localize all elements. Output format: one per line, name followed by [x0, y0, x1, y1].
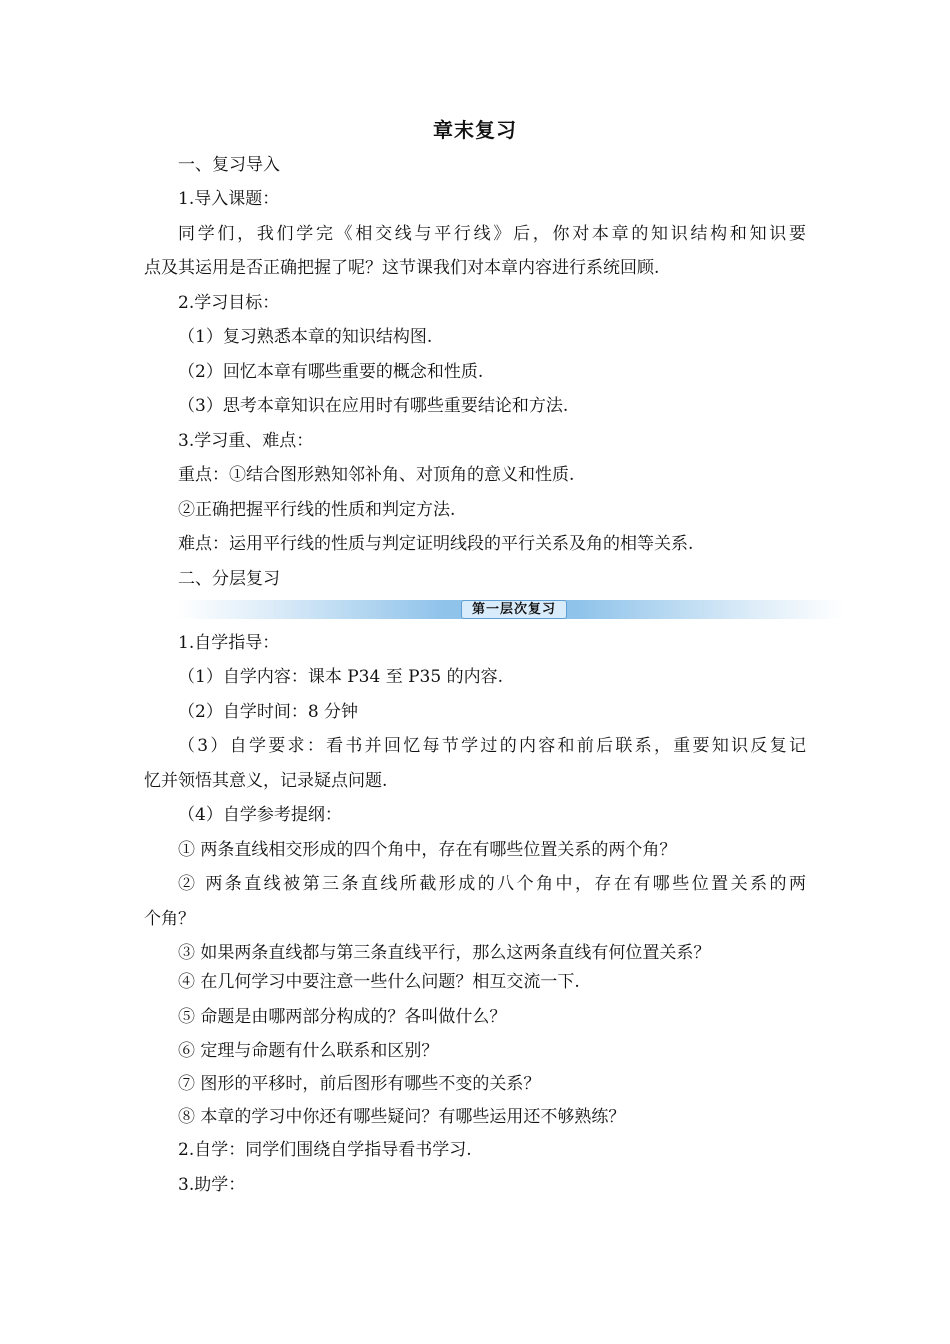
guide-content: （1）自学内容：课本 P34 至 P35 的内容.: [178, 667, 503, 687]
key-point-2: ②正确把握平行线的性质和判定方法.: [178, 500, 456, 520]
goal-item-2: （2）回忆本章有哪些重要的概念和性质.: [178, 362, 484, 382]
outline-question-7: ⑦ 图形的平移时，前后图形有哪些不变的关系？: [178, 1074, 541, 1094]
guide-outline-heading: （4）自学参考提纲：: [178, 805, 342, 825]
level-banner: [178, 600, 844, 619]
outline-question-2-line-1: ② 两条直线被第三条直线所截形成的八个角中，存在有哪些位置关系的两: [178, 874, 806, 894]
item-heading-key-points: 3.学习重、难点：: [178, 431, 314, 451]
difficulty-point: 难点：运用平行线的性质与判定证明线段的平行关系及角的相等关系.: [178, 534, 694, 554]
outline-question-3: ③ 如果两条直线都与第三条直线平行，那么这两条直线有何位置关系？: [178, 943, 711, 963]
outline-question-2-line-2: 个角？: [144, 909, 195, 929]
goal-item-3: （3）思考本章知识在应用时有哪些重要结论和方法.: [178, 396, 569, 416]
guide-requirement-line-1: （3）自学要求：看书并回忆每节学过的内容和前后联系，重要知识反复记: [178, 736, 806, 756]
goal-item-1: （1）复习熟悉本章的知识结构图.: [178, 327, 433, 347]
intro-paragraph-line-1: 同学们，我们学完《相交线与平行线》后，你对本章的知识结构和知识要: [178, 224, 806, 244]
section-heading-review-intro: 一、复习导入: [178, 155, 280, 175]
page-title: 章末复习: [433, 118, 517, 142]
outline-question-4: ④ 在几何学习中要注意一些什么问题？相互交流一下.: [178, 972, 580, 992]
outline-question-6: ⑥ 定理与命题有什么联系和区别？: [178, 1041, 439, 1061]
outline-question-8: ⑧ 本章的学习中你还有哪些疑问？有哪些运用还不够熟练？: [178, 1107, 626, 1127]
guide-heading: 1.自学指导：: [178, 633, 280, 653]
self-study-line: 2.自学：同学们围绕自学指导看书学习.: [178, 1140, 472, 1160]
item-heading-intro-topic: 1.导入课题：: [178, 189, 280, 209]
assist-heading: 3.助学：: [178, 1175, 246, 1195]
outline-question-1: ① 两条直线相交形成的四个角中，存在有哪些位置关系的两个角？: [178, 840, 677, 860]
level-banner-label: 第一层次复习: [461, 600, 567, 619]
guide-requirement-line-2: 忆并领悟其意义，记录疑点问题.: [144, 771, 388, 791]
item-heading-goals: 2.学习目标：: [178, 293, 280, 313]
outline-question-5: ⑤ 命题是由哪两部分构成的？各叫做什么？: [178, 1007, 507, 1027]
guide-time: （2）自学时间：8 分钟: [178, 702, 359, 722]
key-point-1: 重点：①结合图形熟知邻补角、对顶角的意义和性质.: [178, 465, 575, 485]
section-heading-layered-review: 二、分层复习: [178, 569, 280, 589]
intro-paragraph-line-2: 点及其运用是否正确把握了呢？这节课我们对本章内容进行系统回顾.: [144, 258, 660, 278]
